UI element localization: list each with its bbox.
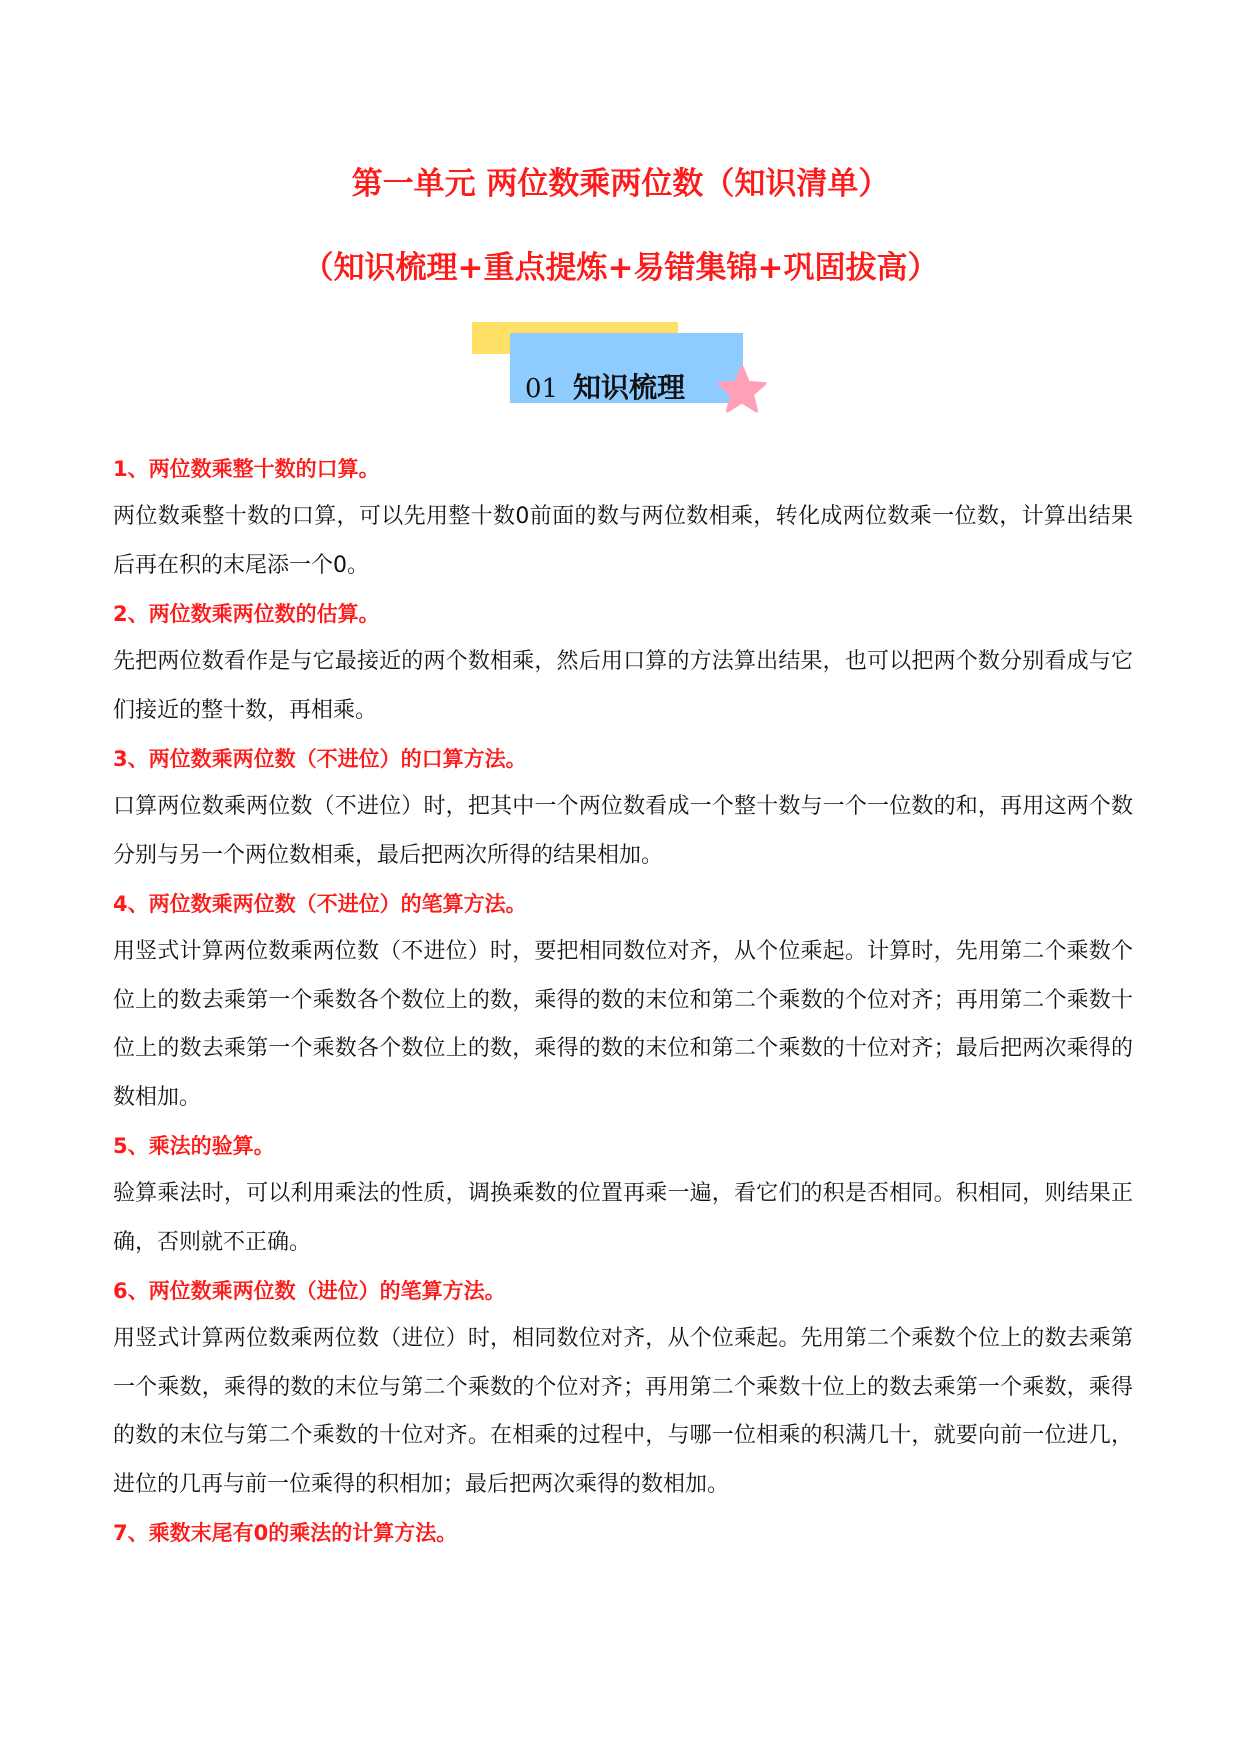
page-title: 第一单元 两位数乘两位数（知识清单） [351, 166, 890, 202]
section-heading: 4、两位数乘两位数（不进位）的笔算方法。 [113, 892, 527, 916]
section-3 [113, 735, 1133, 880]
section-heading: 3、两位数乘两位数（不进位）的口算方法。 [113, 747, 527, 771]
section-body: 验算乘法时，可以利用乘法的性质，调换乘数的位置再乘一遍，看它们的积是否相同。积相同，则结果正确，否则就不正确。 [113, 1181, 1133, 1255]
star-icon [716, 364, 768, 416]
section-body: 用竖式计算两位数乘两位数（进位）时，相同数位对齐，从个位乘起。先用第二个乘数个位上的数去乘第一个乘数，乘得的数的末位与第二个乘数的个位对齐；再用第二个乘数十位上的数去乘第一个乘数，乘得的数的末位与第二个乘数的十位对齐。在相乘的过程中，与哪一位相乘的积满几十，就要向前一位进几，进位的几再与前一位乘得的积相加；最后把两次乘得的数相加。 [113, 1326, 1133, 1497]
badge-label: 知识梳理 [573, 371, 686, 404]
section-badge [0, 0, 1241, 430]
knowledge-list [113, 445, 1133, 1557]
section-5 [113, 1122, 1133, 1267]
badge-number: 01 [525, 374, 559, 404]
section-heading: 6、两位数乘两位数（进位）的笔算方法。 [113, 1279, 506, 1303]
section-heading: 5、乘法的验算。 [113, 1134, 275, 1158]
section-heading: 2、两位数乘两位数的估算。 [113, 602, 380, 626]
section-body: 口算两位数乘两位数（不进位）时，把其中一个两位数看成一个整十数与一个一位数的和，再用这两个数分别与另一个两位数相乘，最后把两次所得的结果相加。 [113, 794, 1133, 868]
page-subtitle: （知识梳理+重点提炼+易错集锦+巩固拔高） [302, 250, 939, 286]
section-heading: 1、两位数乘整十数的口算。 [113, 457, 380, 481]
section-body: 先把两位数看作是与它最接近的两个数相乘，然后用口算的方法算出结果，也可以把两个数分别看成与它们接近的整十数，再相乘。 [113, 649, 1133, 723]
section-1 [113, 445, 1133, 590]
section-body: 用竖式计算两位数乘两位数（不进位）时，要把相同数位对齐，从个位乘起。计算时，先用第二个乘数个位上的数去乘第一个乘数各个数位上的数，乘得的数的末位和第二个乘数的个位对齐；再用第二个乘数十位上的数去乘第一个乘数各个数位上的数，乘得的数的末位和第二个乘数的十位对齐；最后把两次乘得的数相加。 [113, 939, 1133, 1110]
section-4 [113, 880, 1133, 1122]
section-body: 两位数乘整十数的口算，可以先用整十数0前面的数与两位数相乘，转化成两位数乘一位数，计算出结果后再在积的末尾添一个0。 [113, 504, 1133, 578]
section-6 [113, 1267, 1133, 1509]
section-heading: 7、乘数末尾有0的乘法的计算方法。 [113, 1521, 458, 1545]
section-7 [113, 1509, 1133, 1557]
section-2 [113, 590, 1133, 735]
